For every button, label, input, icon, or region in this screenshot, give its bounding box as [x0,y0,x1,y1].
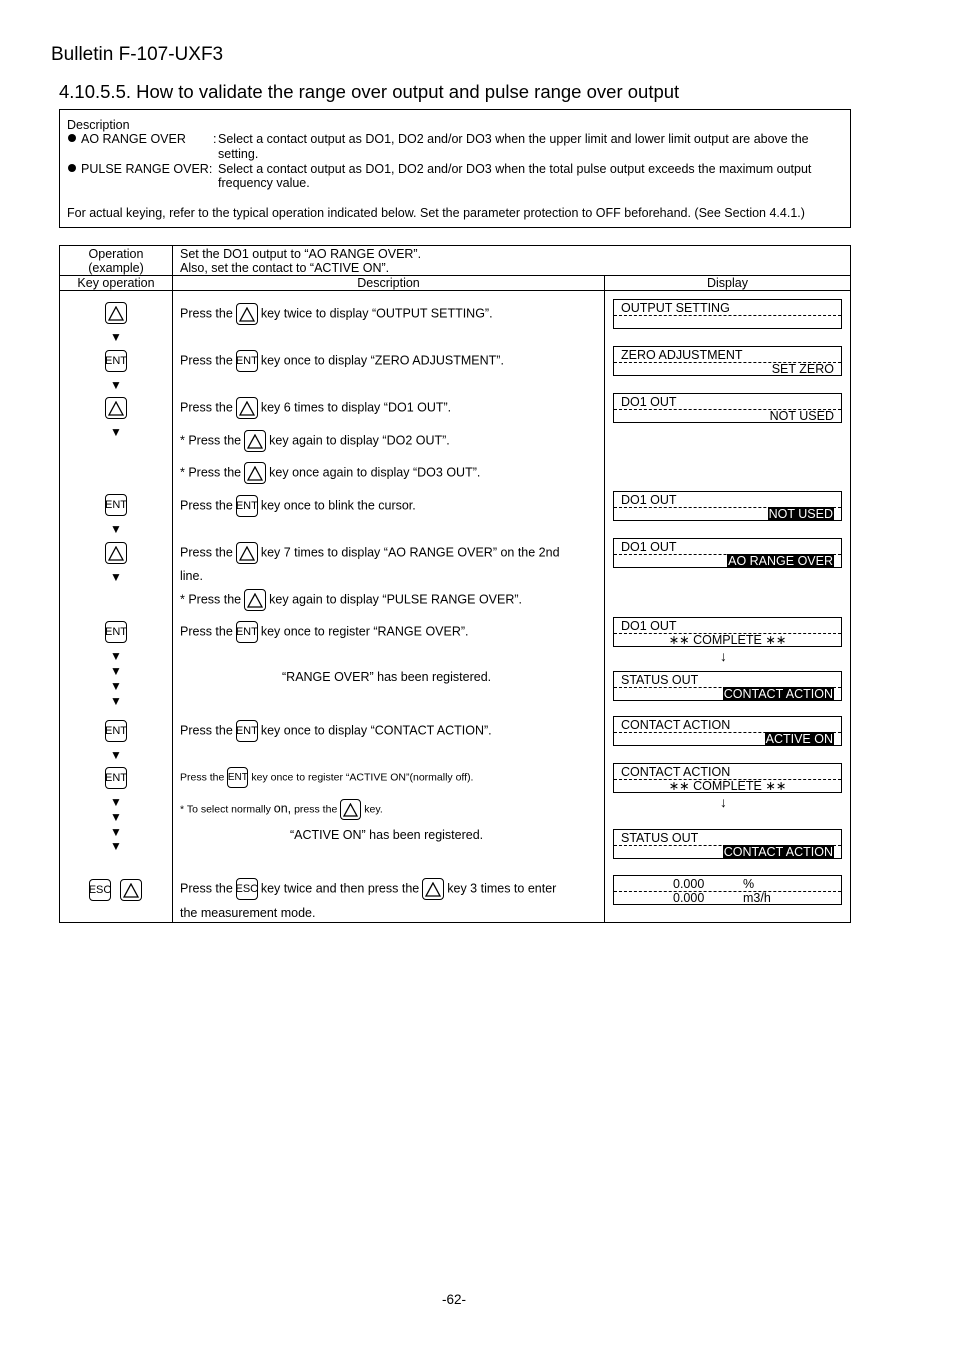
up-key-icon [105,542,127,564]
esc-key-icon: ESC [89,879,111,901]
bullet-ao-range-over: AO RANGE OVER [68,132,186,146]
operation-label: Operation (example) [88,247,144,275]
col-description: Description [357,276,420,290]
step-6: Press the ENT key once to register “RANGE OVER”. [180,621,469,643]
down-arrow-icon: ▼ [110,679,122,693]
down-arrow-icon: ▼ [110,748,122,762]
bullet-pulse-range-over: PULSE RANGE OVER: [68,162,212,176]
up-key-icon [120,879,142,901]
up-key-icon [105,302,127,324]
up-key-icon [244,430,266,452]
up-key-icon [236,397,258,419]
step-9-cont: the measurement mode. [180,906,316,920]
description-box [59,109,851,228]
transition-arrow-icon: ↓ [720,794,727,810]
step-3a: * Press the key again to display “DO2 OUT”. [180,430,450,452]
transition-arrow-icon: ↓ [720,648,727,664]
down-arrow-icon: ▼ [110,330,122,344]
colon: : [213,132,217,146]
operation-text: Set the DO1 output to “AO RANGE OVER”. Also, set the contact to “ACTIVE ON”. [180,247,422,275]
step-6-result: “RANGE OVER” has been registered. [282,670,492,684]
lcd-zero-adjustment: ZERO ADJUSTMENT SET ZERO [613,346,842,376]
esc-key-icon: ESC [236,878,258,900]
ent-key-icon: ENT [105,494,127,516]
lcd-output-setting: OUTPUT SETTING [613,299,842,329]
down-arrow-icon: ▼ [110,795,122,809]
step-8a: * To select normally on, press the key. [180,799,383,820]
item2-text-cont: frequency value. [218,176,310,190]
lcd-contact-complete: CONTACT ACTION ∗∗ COMPLETE ∗∗ [613,763,842,793]
step-4: Press the ENT key once to blink the cursor. [180,495,416,517]
step-5-cont: line. [180,569,203,583]
down-arrow-icon: ▼ [110,664,122,678]
ent-key-icon: ENT [236,495,258,517]
item1-text-cont: setting. [218,147,259,161]
down-arrow-icon: ▼ [110,378,122,392]
up-key-icon [244,462,266,484]
description-note: For actual keying, refer to the typical operation indicated below. Set the parameter protection to OFF beforehand. (See Section 4.4.1.) [67,206,805,220]
ent-key-icon: ENT [236,350,258,372]
step-8: Press the ENT key once to register “ACTIVE ON”(normally off). [180,767,473,788]
up-key-icon [236,542,258,564]
step-8-result: “ACTIVE ON” has been registered. [290,828,484,842]
ent-key-icon: ENT [236,621,258,643]
up-key-icon [422,878,444,900]
step-5: Press the key 7 times to display “AO RANGE OVER” on the 2nd [180,542,560,564]
col-key-operation: Key operation [77,276,155,290]
up-key-icon [340,799,361,820]
lcd-do1-out: DO1 OUT NOT USED [613,393,842,423]
step-1: Press the key twice to display “OUTPUT SETTING”. [180,303,493,325]
lcd-do1-complete: DO1 OUT ∗∗ COMPLETE ∗∗ [613,617,842,647]
item1-text: Select a contact output as DO1, DO2 and/or DO3 when the upper limit and lower limit output are above the [218,132,809,146]
up-key-icon [244,589,266,611]
down-arrow-icon: ▼ [110,694,122,708]
lcd-measurement: 0.000 % 0.000 m3/h [613,875,842,905]
ent-key-icon: ENT [105,767,127,789]
ent-key-icon: ENT [236,720,258,742]
lcd-status-out: STATUS OUT CONTACT ACTION [613,671,842,701]
step-9: Press the ESC key twice and then press the key 3 times to enter [180,878,556,900]
bulletin-title: Bulletin F-107-UXF3 [51,44,224,65]
up-key-icon [236,303,258,325]
ent-key-icon: ENT [105,350,127,372]
down-arrow-icon: ▼ [110,825,122,839]
lcd-contact-action: CONTACT ACTION ACTIVE ON [613,716,842,746]
step-5a: * Press the key again to display “PULSE RANGE OVER”. [180,589,522,611]
item2-text: Select a contact output as DO1, DO2 and/or DO3 when the total pulse output exceeds the maximum output [218,162,812,176]
ent-key-icon: ENT [105,621,127,643]
step-3b: * Press the key once again to display “DO3 OUT”. [180,462,480,484]
down-arrow-icon: ▼ [110,839,122,853]
section-heading: 4.10.5.5. How to validate the range over output and pulse range over output [59,81,680,102]
page-number: -62- [441,1292,466,1307]
down-arrow-icon: ▼ [110,570,122,584]
down-arrow-icon: ▼ [110,425,122,439]
down-arrow-icon: ▼ [110,649,122,663]
up-key-icon [105,397,127,419]
description-title: Description [67,118,130,132]
lcd-do1-ao-range-over: DO1 OUT AO RANGE OVER [613,538,842,568]
lcd-do1-out-cursor: DO1 OUT NOT USED [613,491,842,521]
step-3: Press the key 6 times to display “DO1 OUT”. [180,397,451,419]
lcd-status-out-final: STATUS OUT CONTACT ACTION [613,829,842,859]
ent-key-icon: ENT [227,767,248,788]
step-2: Press the ENT key once to display “ZERO ADJUSTMENT”. [180,350,504,372]
col-display: Display [707,276,748,290]
ent-key-icon: ENT [105,720,127,742]
step-7: Press the ENT key once to display “CONTACT ACTION”. [180,720,492,742]
down-arrow-icon: ▼ [110,522,122,536]
down-arrow-icon: ▼ [110,810,122,824]
